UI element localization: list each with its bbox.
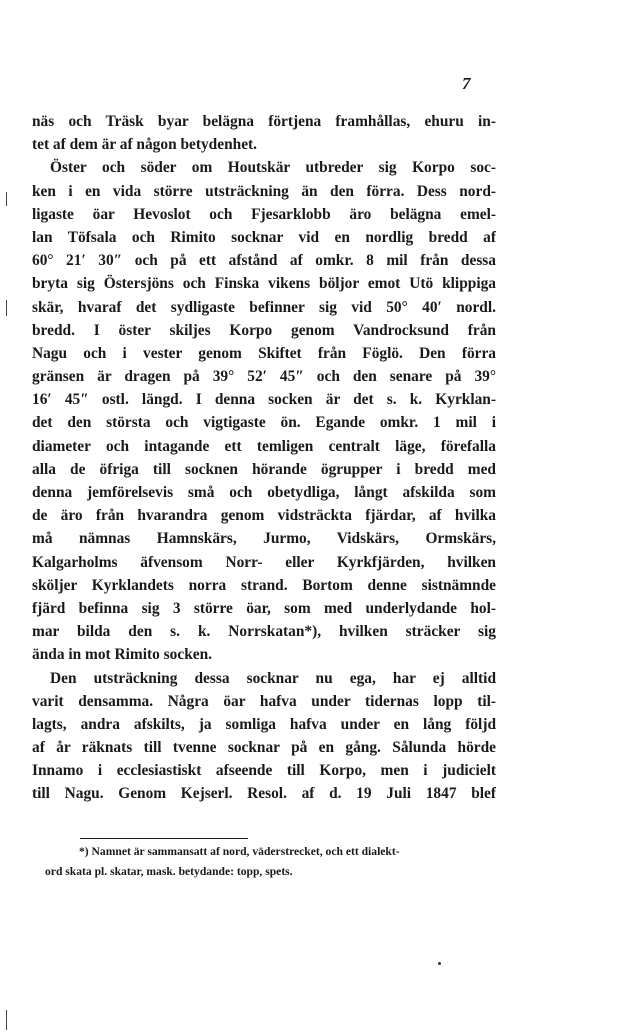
text-line: lagts, andra afskilts, ja somliga hafva under en lång följd (32, 715, 496, 733)
text-line: sköljer Kyrklandets norra strand. Bortom denne sistnämnde (32, 576, 496, 594)
footnote-line: ord skata pl. skatar, mask. betydande: topp, spets. (45, 865, 293, 878)
text-line: 60° 21′ 30″ och på ett afstånd af omkr. 8 mil från dessa (32, 252, 496, 270)
text-line: ligaste öar Hevoslot och Fjesarklobb äro belägna emel- (32, 205, 496, 223)
footnote (45, 842, 495, 882)
text-line: bredd. I öster skiljes Korpo genom Vandrocksund från (32, 321, 496, 339)
text-line: skär, hvaraf det sydligaste befinner sig vid 50° 40′ nordl. (32, 298, 496, 316)
page-number: 7 (462, 74, 471, 93)
text-line: varit densamma. Några öar hafva under tidernas lopp til- (32, 692, 496, 710)
text-line: bryta sig Östersjöns och Finska vikens böljor emot Utö klippiga (32, 275, 496, 293)
text-line: tet af dem är af någon betydenhet. (32, 136, 257, 154)
text-line: lan Töfsala och Rimito socknar vid en nordlig bredd af (32, 228, 496, 246)
margin-mark (6, 192, 7, 206)
text-line: må nämnas Hamnskärs, Jurmo, Vidskärs, Ormskärs, (32, 530, 496, 548)
margin-mark (6, 1010, 7, 1030)
body-text (32, 110, 496, 806)
text-line: de äro från hvarandra genom vidsträckta fjärdar, af hvilka (32, 507, 496, 525)
text-line: näs och Träsk byar belägna förtjena framhållas, ehuru in- (32, 113, 496, 130)
text-line: ända in mot Rimito socken. (32, 646, 212, 664)
text-line: Nagu och i vester genom Skiftet från Föglö. Den förra (32, 344, 496, 362)
text-line: af år räknats till tvenne socknar på en gång. Sålunda hörde (32, 739, 496, 757)
text-line: 16′ 45″ ostl. längd. I denna socken är det s. k. Kyrklan- (32, 391, 496, 409)
text-line: alla de öfriga till socknen hörande ögrupper i bredd med (32, 460, 496, 478)
text-line: det den största och vigtigaste ön. Egande omkr. 1 mil i (32, 414, 496, 432)
text-line: till Nagu. Genom Kejserl. Resol. af d. 19 Juli 1847 blef (32, 785, 496, 803)
margin-mark (6, 300, 7, 316)
paper-speck (438, 962, 441, 965)
text-line: ken i en vida större utsträckning än den förra. Dess nord- (32, 182, 496, 200)
footnote-line: *) Namnet är sammansatt af nord, väderstrecket, och ett dialekt- (79, 845, 400, 858)
text-line: Den utsträckning dessa socknar nu ega, har ej alltid (50, 669, 496, 687)
text-line: denna jemförelsevis små och obetydliga, långt afskilda som (32, 484, 496, 501)
text-line: fjärd befinna sig 3 större öar, som med underlydande hol- (32, 599, 496, 617)
text-line: gränsen är dragen på 39° 52′ 45″ och den senare på 39° (32, 368, 496, 386)
text-line: mar bilda den s. k. Norrskatan*), hvilken sträcker sig (32, 623, 496, 641)
text-line: Öster och söder om Houtskär utbreder sig Korpo soc- (50, 159, 496, 177)
text-line: Innamo i ecclesiastiskt afseende till Korpo, men i judicielt (32, 762, 496, 780)
text-line: diameter och intagande ett temligen centralt läge, förefalla (32, 437, 496, 455)
footnote-divider (80, 838, 248, 839)
text-line: Kalgarholms äfvensom Norr- eller Kyrkfjärden, hvilken (32, 553, 496, 571)
